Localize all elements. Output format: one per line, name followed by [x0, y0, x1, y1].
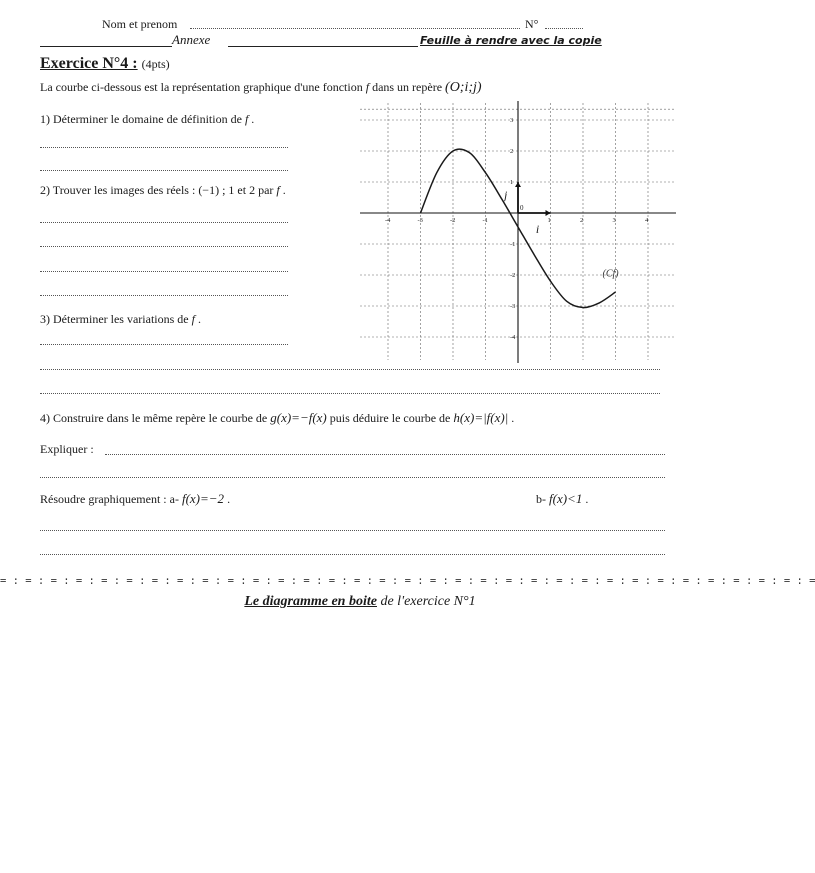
y-tick-label: -4 — [510, 334, 516, 341]
num-field[interactable] — [545, 28, 583, 29]
q2-end: . — [282, 183, 286, 197]
question-4 — [40, 410, 514, 426]
x-tick-label: -1 — [482, 217, 488, 224]
q4-end: . — [511, 411, 515, 425]
question-3 — [40, 312, 201, 327]
question-2 — [40, 183, 286, 198]
annexe-line-left — [40, 46, 172, 47]
x-tick-label: 2 — [580, 217, 584, 224]
answer-line[interactable] — [40, 344, 288, 345]
answer-line[interactable] — [40, 393, 660, 394]
graph-ticks — [385, 117, 649, 341]
vector-i-arrowhead — [546, 210, 551, 216]
exercise-points: (4pts) — [141, 57, 170, 71]
answer-line[interactable] — [40, 147, 288, 148]
q4-text-b: puis déduire le courbe de — [329, 411, 451, 425]
num-label: N° — [525, 17, 539, 31]
intro-f: f — [365, 80, 370, 94]
q3-text: 3) Déterminer les variations de — [40, 312, 189, 326]
rb-end: . — [585, 492, 589, 506]
next-section-title — [0, 594, 720, 610]
y-tick-label: -1 — [510, 241, 516, 248]
repere-notation: (O;i;j) — [445, 80, 482, 95]
answer-line[interactable] — [40, 477, 665, 478]
q2-text: 2) Trouver les images des réels : — [40, 183, 196, 197]
answer-line[interactable] — [40, 271, 288, 272]
q4-text-a: 4) Construire dans le même repère le courbe de — [40, 411, 268, 425]
diagram-title-rest: de l'exercice N°1 — [380, 594, 476, 609]
answer-line[interactable] — [40, 295, 288, 296]
intro-tail: dans un repère — [372, 80, 443, 94]
q3-f: f — [191, 312, 195, 326]
exercise-intro — [40, 80, 482, 96]
x-tick-label: 4 — [645, 217, 649, 224]
exercise-title-text: Exercice N°4 : — [40, 55, 138, 72]
ra-equation: f(x)=−2 — [181, 491, 225, 506]
answer-line[interactable] — [40, 170, 288, 171]
answer-line[interactable] — [40, 530, 665, 531]
q1-text: 1) Déterminer le domaine de définition de — [40, 112, 242, 126]
feuille-note: Feuille à rendre avec la copie — [420, 34, 602, 47]
x-tick-label: 1 — [547, 217, 551, 224]
q4-h: h(x)=|f(x)| — [453, 410, 509, 425]
y-tick-label: 2 — [510, 148, 514, 155]
name-field[interactable] — [190, 28, 520, 29]
rb-equation: f(x)<1 — [549, 491, 583, 506]
y-tick-label: 3 — [510, 117, 514, 124]
section-separator: = : = : = : = : = : = : = : = : = : = : = : = : = : = : = : = : = : = : = : = : = : = : = : = : = : = : = : = : = : = : = : = : = — [0, 575, 815, 587]
x-tick-label: -4 — [385, 217, 391, 224]
question-1 — [40, 112, 254, 127]
x-tick-label: -2 — [450, 217, 456, 224]
curve-label: (Cf) — [602, 268, 619, 280]
annexe-label: Annexe — [172, 32, 211, 47]
annexe-line-right — [228, 46, 418, 47]
q4-g: g(x)=−f(x) — [270, 410, 327, 425]
resoudre-label: Résoudre graphiquement : — [40, 492, 167, 506]
diagram-title-underlined: Le diagramme en boite — [244, 594, 377, 609]
q1-f: f — [244, 112, 249, 126]
q2-f: f — [276, 183, 280, 197]
answer-line[interactable] — [40, 554, 665, 555]
x-tick-label: 3 — [612, 217, 616, 224]
y-tick-label: 1 — [510, 179, 514, 186]
function-graph — [358, 98, 678, 370]
resoudre-a — [40, 491, 230, 507]
q2-par: par — [258, 183, 274, 197]
name-label: Nom et prenom — [102, 17, 178, 31]
origin-label: 0 — [520, 204, 524, 212]
y-tick-label: -3 — [510, 303, 516, 310]
intro-text: La courbe ci-dessous est la représentation graphique d'une fonction — [40, 80, 363, 94]
y-tick-label: -2 — [510, 272, 516, 279]
q2-values: (−1) ; 1 et 2 — [198, 183, 256, 197]
rb-label: b- — [536, 492, 546, 506]
answer-line[interactable] — [40, 246, 288, 247]
vector-j-arrowhead — [515, 182, 521, 187]
exercise-title — [40, 55, 170, 73]
expliquer-label: Expliquer : — [40, 442, 94, 456]
ra-end: . — [227, 492, 231, 506]
graph-axes — [360, 101, 676, 363]
answer-line[interactable] — [40, 222, 288, 223]
vector-i-label: i — [535, 222, 540, 236]
vector-j-label: j — [504, 188, 508, 203]
q3-end: . — [197, 312, 201, 326]
ra-label: a- — [169, 492, 179, 506]
resoudre-b — [536, 491, 588, 507]
answer-line[interactable] — [105, 454, 665, 455]
x-tick-label: -3 — [417, 217, 423, 224]
q1-end: . — [251, 112, 255, 126]
